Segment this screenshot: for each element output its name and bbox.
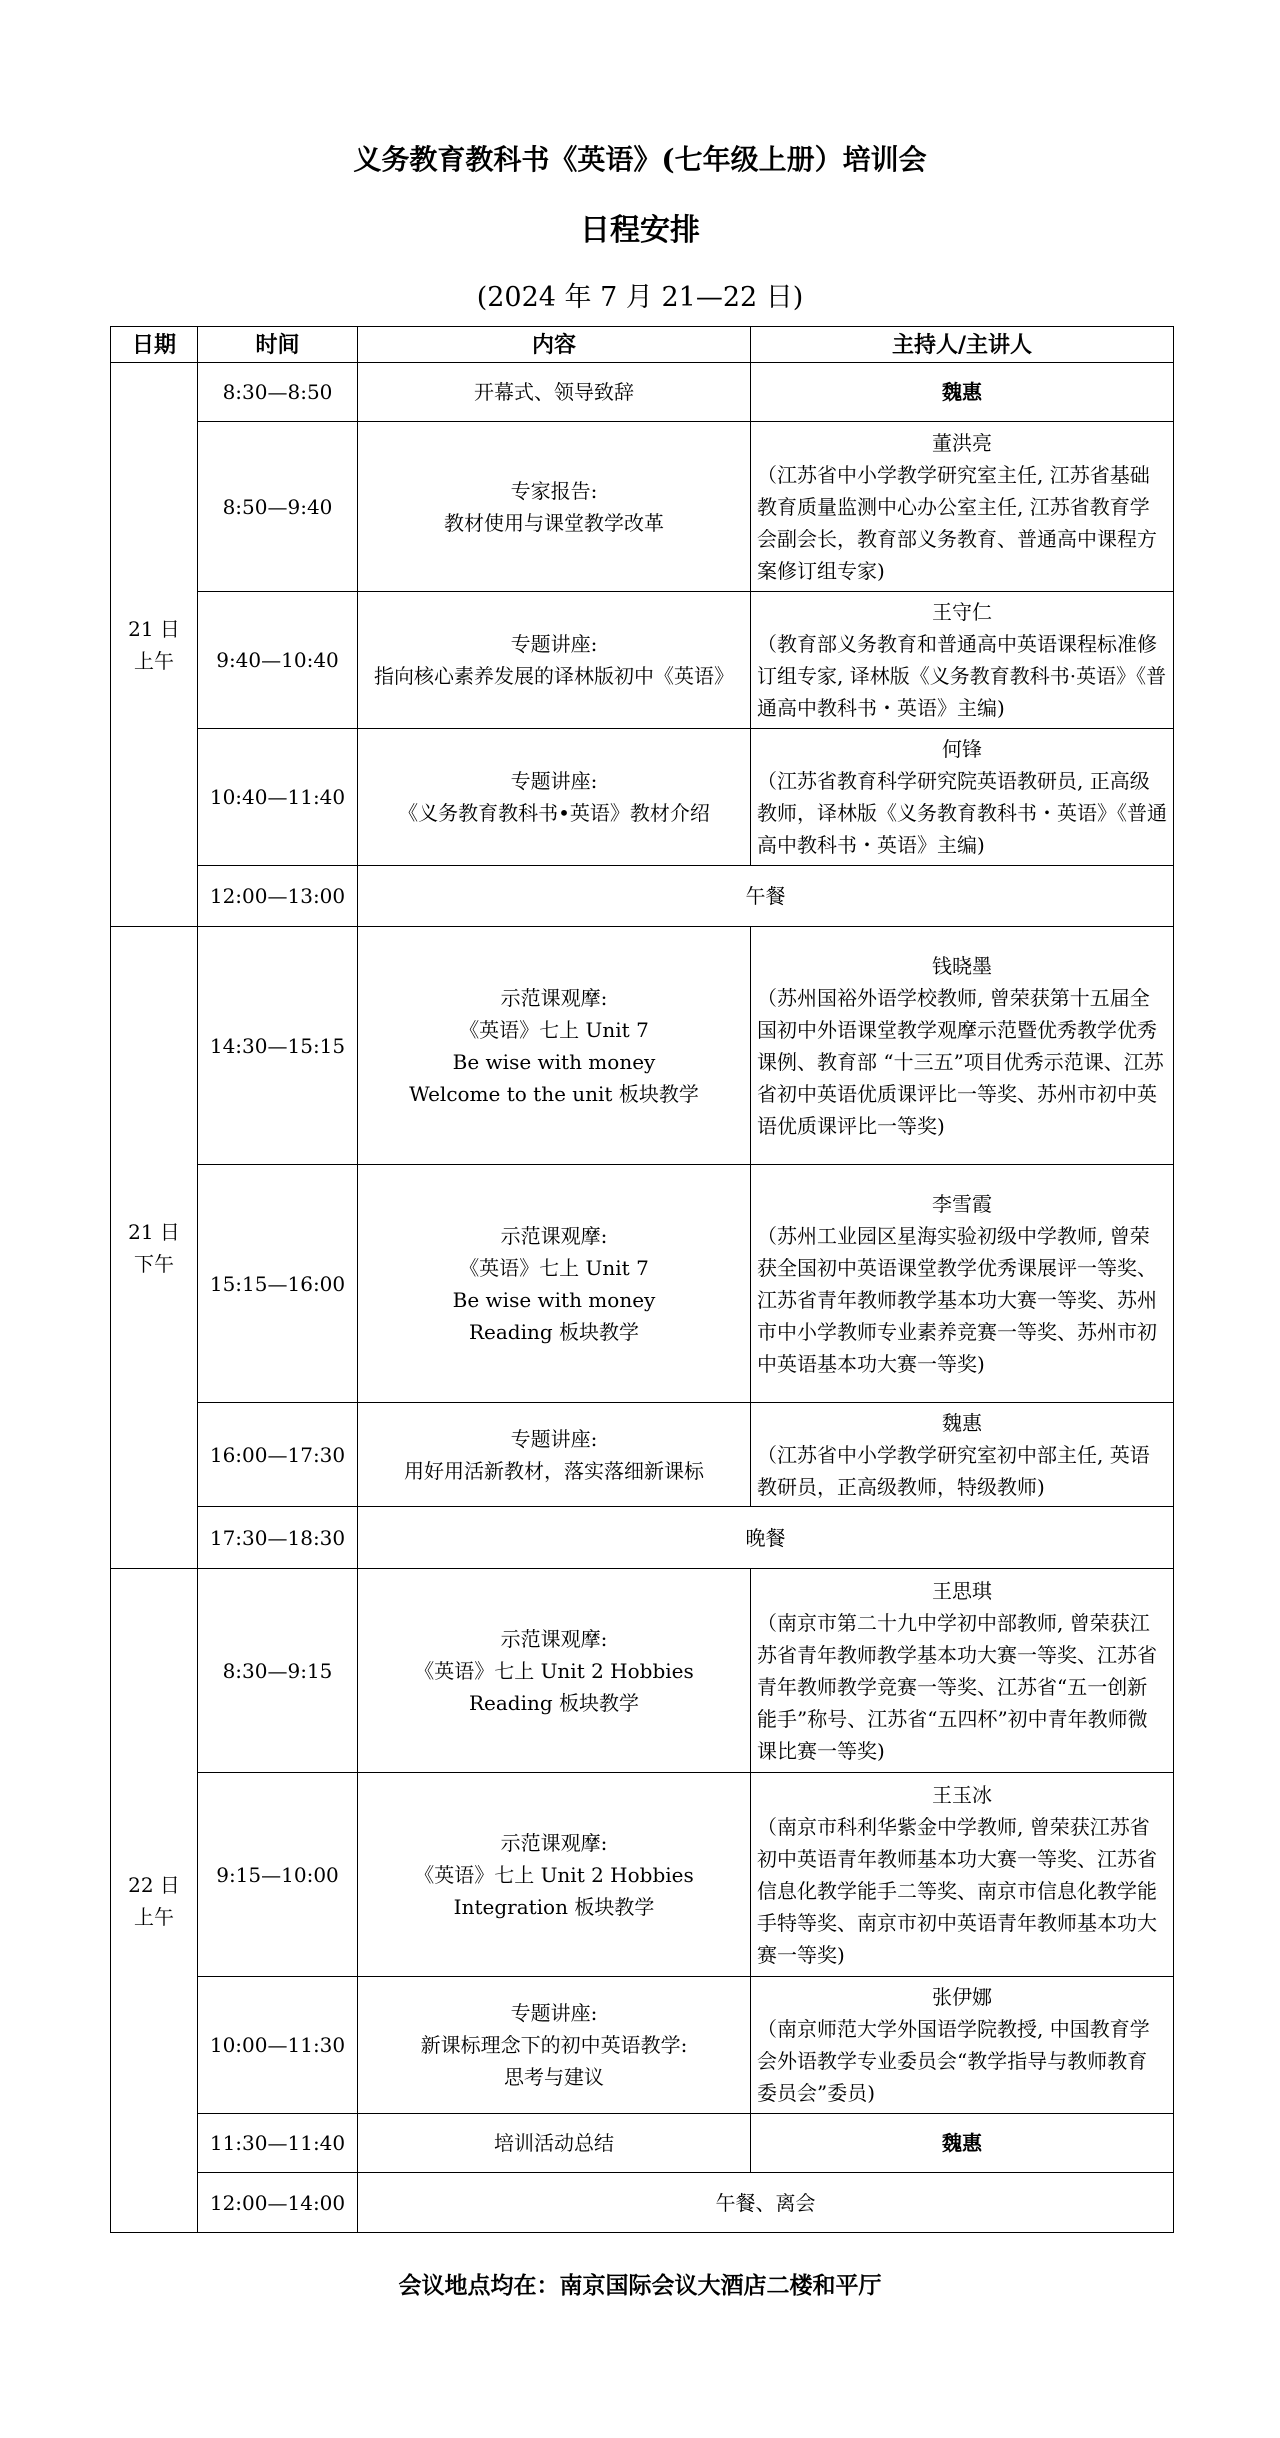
content-line: 示范课观摩:: [500, 1830, 608, 1855]
content-line: 思考与建议: [504, 2065, 604, 2089]
date-period: 上午: [134, 648, 174, 673]
date-cell-21-pm: [111, 927, 198, 1569]
date-cell-21-am: [111, 363, 198, 927]
content-cell: [358, 363, 751, 422]
table-row: [111, 422, 1174, 592]
document-title: 义务教育教科书《英语》(七年级上册）培训会: [353, 143, 927, 176]
content-line: 开幕式、领导致辞: [474, 380, 634, 404]
presenter-cell: [751, 592, 1174, 729]
content-line: 指向核心素养发展的译林版初中《英语》: [374, 664, 734, 688]
content-cell: [358, 729, 751, 866]
table-row: [111, 866, 1174, 927]
time-cell: 12:00—14:00: [198, 2173, 358, 2233]
presenter-cell: [751, 927, 1174, 1165]
date-cell-22-am: [111, 1569, 198, 2233]
presenter-description: （南京市第二十九中学初中部教师, 曾荣获江苏省青年教师教学基本功大赛一等奖、江苏省青年教师教学竞赛一等奖、江苏省“五一创新能手”称号、江苏省“五四杯”初中青年教师微课比赛一等奖): [757, 1610, 1157, 1763]
content-line: 《英语》七上 Unit 2 Hobbies: [414, 1862, 694, 1887]
presenter-description: （江苏省中小学教学研究室主任, 江苏省基础教育质量监测中心办公室主任, 江苏省教育学会副会长，教育部义务教育、普通高中课程方案修订组专家): [757, 462, 1157, 583]
content-line: 专题讲座:: [510, 632, 598, 656]
presenter-description: （江苏省中小学教学研究室初中部主任, 英语教研员，正高级教师，特级教师): [757, 1442, 1150, 1499]
table-row: [111, 1403, 1174, 1507]
table-row: [111, 363, 1174, 422]
time-cell: 10:00—11:30: [198, 1977, 358, 2114]
time-cell: 12:00—13:00: [198, 866, 358, 927]
time-cell: 16:00—17:30: [198, 1403, 358, 1507]
time-cell: 11:30—11:40: [198, 2114, 358, 2173]
content-line: 示范课观摩:: [500, 1223, 608, 1248]
presenter-cell: [751, 1403, 1174, 1507]
content-cell: [358, 1773, 751, 1977]
table-row: [111, 927, 1174, 1165]
content-line: 示范课观摩:: [500, 1626, 608, 1651]
presenter-cell: [751, 422, 1174, 592]
time-cell: 14:30—15:15: [198, 927, 358, 1165]
meal-cell: 午餐: [358, 866, 1174, 927]
content-line: 专家报告:: [510, 478, 598, 503]
content-line: 用好用活新教材，落实落细新课标: [404, 1458, 704, 1483]
presenter-cell: [751, 1773, 1174, 1977]
meal-cell: 午餐、离会: [358, 2173, 1174, 2233]
presenter-cell: [751, 2114, 1174, 2173]
presenter-name: 魏惠: [942, 380, 982, 404]
date-period: 上午: [134, 1904, 174, 1929]
content-cell: [358, 1569, 751, 1773]
presenter-name: 李雪霞: [932, 1191, 992, 1216]
header-content: 内容: [358, 327, 751, 363]
presenter-description: （苏州工业园区星海实验初级中学教师, 曾荣获全国初中英语课堂教学优秀课展评一等奖、江苏省青年教师教学基本功大赛一等奖、苏州市中小学教师专业素养竞赛一等奖、苏州市初中英语基本功大赛一等奖): [757, 1223, 1157, 1376]
venue-footer: 会议地点均在：南京国际会议大酒店二楼和平厅: [398, 2272, 882, 2299]
time-cell: 8:30—9:15: [198, 1569, 358, 1773]
time-cell: 10:40—11:40: [198, 729, 358, 866]
table-row: [111, 2173, 1174, 2233]
date-day: 21 日: [128, 1219, 180, 1244]
presenter-description: （南京师范大学外国语学院教授, 中国教育学会外语教学专业委员会“教学指导与教师教育委员会”委员): [757, 2017, 1150, 2105]
content-line: 培训活动总结: [494, 2131, 614, 2155]
presenter-cell: [751, 1977, 1174, 2114]
content-line: Integration 板块教学: [453, 1894, 655, 1919]
presenter-name: 张伊娜: [932, 1985, 992, 2009]
header-date: 日期: [111, 327, 198, 363]
date-day: 22 日: [128, 1872, 180, 1897]
content-cell: [358, 1165, 751, 1403]
presenter-cell: [751, 729, 1174, 866]
meal-cell: 晚餐: [358, 1507, 1174, 1569]
presenter-description: （苏州国裕外语学校教师, 曾荣获第十五届全国初中外语课堂教学观摩示范暨优秀教学优秀课例、教育部 “十三五”项目优秀示范课、江苏省初中英语优质课评比一等奖、苏州市初中英语优质课评比一等奖): [757, 985, 1164, 1138]
date-day: 21 日: [128, 616, 180, 641]
content-line: Reading 板块教学: [468, 1319, 640, 1344]
time-cell: 8:30—8:50: [198, 363, 358, 422]
time-cell: 15:15—16:00: [198, 1165, 358, 1403]
content-line: 示范课观摩:: [500, 985, 608, 1010]
content-cell: [358, 592, 751, 729]
date-range: (2024 年 7 月 21—22 日): [476, 282, 804, 313]
presenter-name: 董洪亮: [932, 430, 992, 455]
content-cell: [358, 1403, 751, 1507]
content-line: 《英语》七上 Unit 2 Hobbies: [414, 1658, 694, 1683]
content-line: Reading 板块教学: [468, 1690, 640, 1715]
content-line: Welcome to the unit 板块教学: [409, 1081, 699, 1106]
content-line: 专题讲座:: [510, 769, 598, 793]
table-row: [111, 592, 1174, 729]
presenter-name: 王守仁: [932, 600, 992, 624]
table-row: [111, 2114, 1174, 2173]
table-row: [111, 1507, 1174, 1569]
presenter-description: （南京市科利华紫金中学教师, 曾荣获江苏省初中英语青年教师基本功大赛一等奖、江苏省信息化教学能手二等奖、南京市信息化教学能手特等奖、南京市初中英语青年教师基本功大赛一等奖): [757, 1814, 1157, 1967]
schedule-table: [110, 326, 1174, 2233]
content-line: Be wise with money: [452, 1287, 656, 1312]
presenter-name: 魏惠: [942, 1410, 982, 1435]
table-row: [111, 1165, 1174, 1403]
header-presenter: 主持人/主讲人: [751, 327, 1174, 363]
document-subtitle: 日程安排: [580, 213, 700, 248]
time-cell: 8:50—9:40: [198, 422, 358, 592]
content-line: 教材使用与课堂教学改革: [444, 510, 664, 535]
content-line: 专题讲座:: [510, 1426, 598, 1451]
content-cell: [358, 1977, 751, 2114]
content-line: 《英语》七上 Unit 7: [459, 1255, 649, 1280]
presenter-name: 钱晓墨: [932, 953, 992, 978]
presenter-cell: [751, 1165, 1174, 1403]
table-row: [111, 1773, 1174, 1977]
presenter-name: 王思琪: [932, 1578, 992, 1603]
date-period: 下午: [134, 1251, 174, 1276]
presenter-description: （江苏省教育科学研究院英语教研员, 正高级教师，译林版《义务教育教科书・英语》《普通高中教科书・英语》主编): [757, 769, 1167, 857]
content-line: 专题讲座:: [510, 2001, 598, 2025]
presenter-name: 魏惠: [942, 2131, 982, 2155]
content-cell: [358, 2114, 751, 2173]
table-row: [111, 1977, 1174, 2114]
time-cell: 9:15—10:00: [198, 1773, 358, 1977]
presenter-cell: [751, 1569, 1174, 1773]
content-line: 《义务教育教科书•英语》教材介绍: [398, 801, 710, 825]
content-line: Be wise with money: [452, 1049, 656, 1074]
presenter-name: 王玉冰: [932, 1782, 992, 1807]
content-cell: [358, 422, 751, 592]
presenter-cell: [751, 363, 1174, 422]
table-row: [111, 729, 1174, 866]
header-time: 时间: [198, 327, 358, 363]
content-line: 《英语》七上 Unit 7: [459, 1017, 649, 1042]
table-row: [111, 1569, 1174, 1773]
content-line: 新课标理念下的初中英语教学:: [420, 2033, 688, 2057]
presenter-name: 何锋: [942, 737, 982, 761]
time-cell: 17:30—18:30: [198, 1507, 358, 1569]
content-cell: [358, 927, 751, 1165]
table-header-row: [111, 327, 1174, 363]
time-cell: 9:40—10:40: [198, 592, 358, 729]
presenter-description: （教育部义务教育和普通高中英语课程标准修订组专家, 译林版《义务教育教科书·英语》《普通高中教科书・英语》主编): [757, 632, 1167, 720]
